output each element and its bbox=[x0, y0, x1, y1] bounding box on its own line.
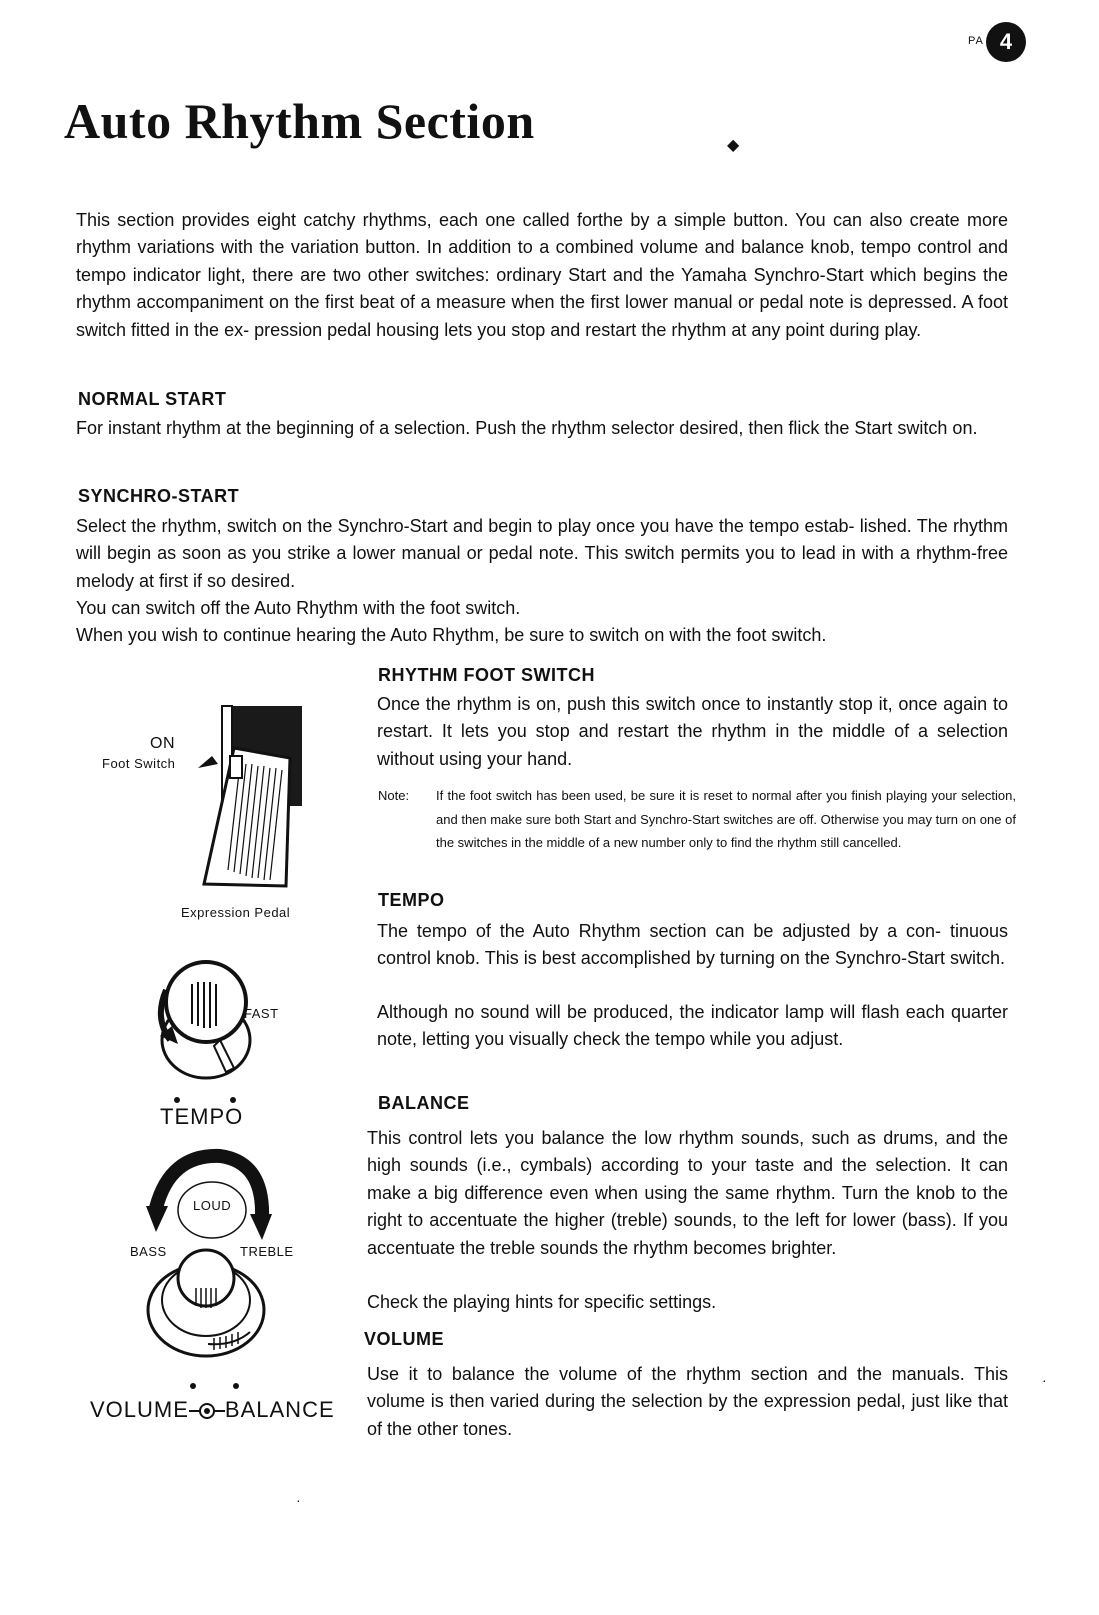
note-text: If the foot switch has been used, be sure it is reset to normal after you finish playing your selection, and then make sure both Start and Synchro-Start switches are off. Otherwise you may turn on one of the switches in the middle of a new number only to find the rhythm still cancelled. bbox=[436, 788, 1016, 850]
stray-mark: · bbox=[296, 1492, 301, 1508]
normal-start-text: For instant rhythm at the beginning of a selection. Push the rhythm selector desired, then flick the Start switch on. bbox=[76, 418, 978, 438]
caption-balance: BALANCE bbox=[224, 1397, 335, 1422]
caption-tempo: TEMPO bbox=[160, 1104, 244, 1129]
page-title: Auto Rhythm Section bbox=[64, 93, 535, 149]
tempo-knob-illustration bbox=[148, 940, 258, 1085]
synchro-start-line-2: You can switch off the Auto Rhythm with the foot switch. bbox=[76, 598, 521, 618]
expression-pedal-illustration bbox=[190, 700, 310, 900]
balance-text: This control lets you balance the low rhythm sounds, such as drums, and the high sounds (i.e., cymbals) according to your taste and the selection. It can make a big difference even when using the same rhythm. Turn the knob to the right to accentuate the higher (treble) sounds, to the left for lower (bass). If you accentuate the treble sounds the rhythm becomes brighter. bbox=[367, 1128, 1008, 1258]
caption-fast: FAST bbox=[244, 1006, 279, 1021]
foot-switch bbox=[230, 756, 242, 778]
caption-bass: BASS bbox=[130, 1244, 167, 1259]
stray-mark: · bbox=[1042, 1372, 1047, 1388]
indicator-dot bbox=[230, 1097, 236, 1103]
balance-text-2: Check the playing hints for specific settings. bbox=[367, 1292, 717, 1312]
tempo-text: The tempo of the Auto Rhythm section can be adjusted by a con- tinuous control knob. This is best accomplished by turning on the Synchro-Start switch. bbox=[377, 921, 1008, 969]
stray-mark: ◆ bbox=[727, 137, 740, 154]
synchro-start-text: Select the rhythm, switch on the Synchro-Start and begin to play once you have the tempo estab- lished. The rhythm will begin as soon as you strike a lower manual or pedal note. This switch permits you to lead in with a rhythm-free melody at first if so desired. bbox=[76, 516, 1008, 591]
intro-paragraph: This section provides eight catchy rhythms, each one called forthe by a simple button. You can also create more rhythm variations with the variation button. In addition to a combined volume and balance knob, tempo control and tempo indicator light, there are two other switches: ordinary Start and the Yamaha Synchro-Start which begins the rhythm accompaniment on the first beat of a measure when the first lower manual or pedal note is depressed. A foot switch fitted in the ex- pression pedal housing lets you stop and restart the rhythm at any point during play. bbox=[76, 210, 1008, 340]
note-label: Note: bbox=[378, 788, 410, 803]
synchro-start-heading: SYNCHRO-START bbox=[78, 486, 240, 506]
indicator-dot bbox=[174, 1097, 180, 1103]
volume-heading: VOLUME bbox=[364, 1329, 445, 1349]
page-number-badge bbox=[968, 22, 1048, 62]
page-prefix: PA bbox=[968, 35, 984, 47]
volume-balance-knob-illustration bbox=[138, 1148, 278, 1378]
indicator-dot bbox=[233, 1383, 239, 1389]
foot-switch-note bbox=[378, 784, 1018, 880]
caption-volume: VOLUME bbox=[90, 1397, 189, 1422]
page-number: 4 bbox=[986, 22, 1026, 62]
foot-switch-text: Once the rhythm is on, push this switch once to instantly stop it, once again to restart. It lets you stop and restart the rhythm in the middle of a selection without using your hand. bbox=[377, 694, 1008, 769]
synchro-start-line-3: When you wish to continue hearing the Auto Rhythm, be sure to switch on with the foot switch. bbox=[76, 625, 827, 645]
foot-switch-arrow bbox=[198, 756, 218, 768]
dual-knob-icon bbox=[189, 1403, 225, 1419]
normal-start-heading: NORMAL START bbox=[78, 389, 227, 409]
caption-on: ON bbox=[150, 735, 175, 752]
tempo-heading: TEMPO bbox=[378, 890, 445, 910]
tempo-text-2: Although no sound will be produced, the indicator lamp will flash each quarter note, letting you visually check the tempo while you adjust. bbox=[377, 1002, 1008, 1050]
caption-loud: LOUD bbox=[193, 1198, 232, 1213]
foot-switch-heading: RHYTHM FOOT SWITCH bbox=[378, 665, 595, 685]
caption-treble: TREBLE bbox=[240, 1244, 294, 1259]
caption-volume-balance bbox=[90, 1397, 335, 1423]
volume-text: Use it to balance the volume of the rhythm section and the manuals. This volume is then varied during the selection by the expression pedal, just like that of the other tones. bbox=[367, 1364, 1008, 1439]
balance-heading: BALANCE bbox=[378, 1093, 470, 1113]
indicator-dot bbox=[190, 1383, 196, 1389]
caption-expression-pedal: Expression Pedal bbox=[181, 905, 291, 920]
caption-foot-switch: Foot Switch bbox=[102, 756, 176, 771]
tempo-knob-cap bbox=[166, 962, 246, 1042]
